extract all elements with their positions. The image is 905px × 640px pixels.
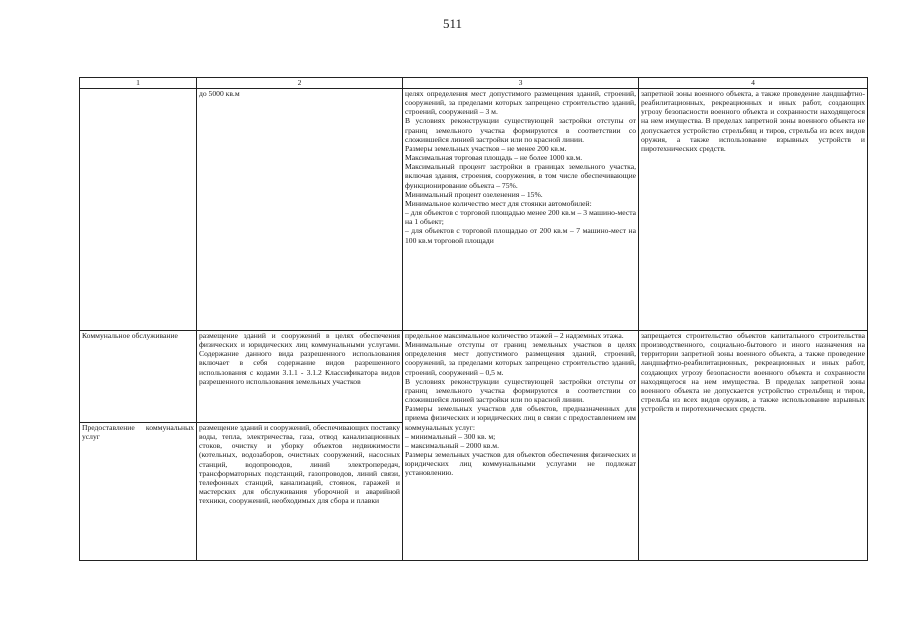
table-row — [80, 89, 868, 331]
parameters-cell: предельное максимальное количество этажей – 2 надземных этажа. Минимальные отступы от границ земельных участков в целях определения мест допустимого размещения зданий, строений, сооружений, за пределами которых запрещено строительство зданий, строений, сооружений – 0,5 м. В условиях реконструкции существующей застройки отступы от границ земельного участка формируются в соответствии со сложившейся линией застройки или по красной линии. Размеры земельных участков для объектов, предназначенных для приема физических и юридических лиц в связи с предоставлением им коммунальных услуг: – минимальный – 300 кв. м; – максимальный – 2000 кв.м. Размеры земельных участков для объектов обеспечения физических и юридических лиц коммунальными услугами не подлежат установлению. — [403, 331, 639, 561]
restrictions-cell: запретной зоны военного объекта, а также проведение ландшафтно-реабилитационных, рекреационных и иных работ, создающих угрозу безопасности военного объекта и сохранности находящегося на нем имущества. В пределах запретной зоны военного объекта не допускается устройство стрельбищ и тиров, стрельба из всех видов оружия, а также использование взрывных устройств и пиротехнических средств. — [639, 89, 868, 331]
header-col-4: 4 — [639, 78, 868, 89]
restrictions-cell: запрещается строительство объектов капитального строительства производственного, социально-бытового и иного назначения на территории запретной зоны военного объекта, а также проведение ландшафтно-реабилитационных, рекреационных и иных работ, создающих угрозу безопасности военного объекта и сохранности находящегося на нем имущества. В пределах запретной зоны военного объекта не допускается устройство стрельбищ и тиров, стрельба из всех видов оружия, а также использование взрывных устройств и пиротехнических средств. — [639, 331, 868, 561]
use-description-cell: до 5000 кв.м — [197, 89, 403, 331]
table-header-row — [80, 78, 868, 89]
page-number: 511 — [442, 16, 463, 31]
table-row — [80, 331, 868, 423]
use-name-cell — [80, 89, 197, 331]
use-description-cell: размещение зданий и сооружений в целях обеспечения физических и юридических лиц коммунальными услугами. Содержание данного вида разрешенного использования включает в себя содержание видов разрешенного использования с кодами 3.1.1 - 3.1.2 Классификатора видов разрешенного использования земельных участков — [197, 331, 403, 423]
parameters-cell: целях определения мест допустимого размещения зданий, строений, сооружений, за пределами которых запрещено строительство зданий, строений, сооружений – 3 м. В условиях реконструкции существующей застройки отступы от границ земельного участка формируются в соответствии со сложившейся линией застройки или по красной линии. Размеры земельных участков – не менее 200 кв.м. Максимальная торговая площадь – не более 1000 кв.м. Максимальный процент застройки в границах земельного участка, включая здания, строения, сооружения, в том числе обеспечивающие функционирование объекта – 75%. Минимальный процент озеленения – 15%. Минимальное количество мест для стоянки автомобилей: – для объектов с торговой площадью менее 200 кв.м – 3 машино-места на 1 объект; – для объектов с торговой площадью от 200 кв.м – 7 машино-мест на 100 кв.м торговой площади — [403, 89, 639, 331]
use-name-cell: Предоставление коммунальных услуг — [80, 423, 197, 561]
use-description-cell: размещение зданий и сооружений, обеспечивающих поставку воды, тепла, электричества, газа, отвод канализационных стоков, очистку и уборку объектов недвижимости (котельных, водозаборов, очистных сооружений, насосных станций, водопроводов, линий электропередач, трансформаторных подстанций, газопроводов, линий связи, телефонных станций, канализаций, стоянок, гаражей и мастерских для обслуживания уборочной и аварийной техники, сооружений, необходимых для сбора и плавки — [197, 423, 403, 561]
header-col-1: 1 — [80, 78, 197, 89]
use-name-cell: Коммунальное обслуживание — [80, 331, 197, 423]
header-col-2: 2 — [197, 78, 403, 89]
zoning-regulations-table — [79, 77, 868, 561]
header-col-3: 3 — [403, 78, 639, 89]
